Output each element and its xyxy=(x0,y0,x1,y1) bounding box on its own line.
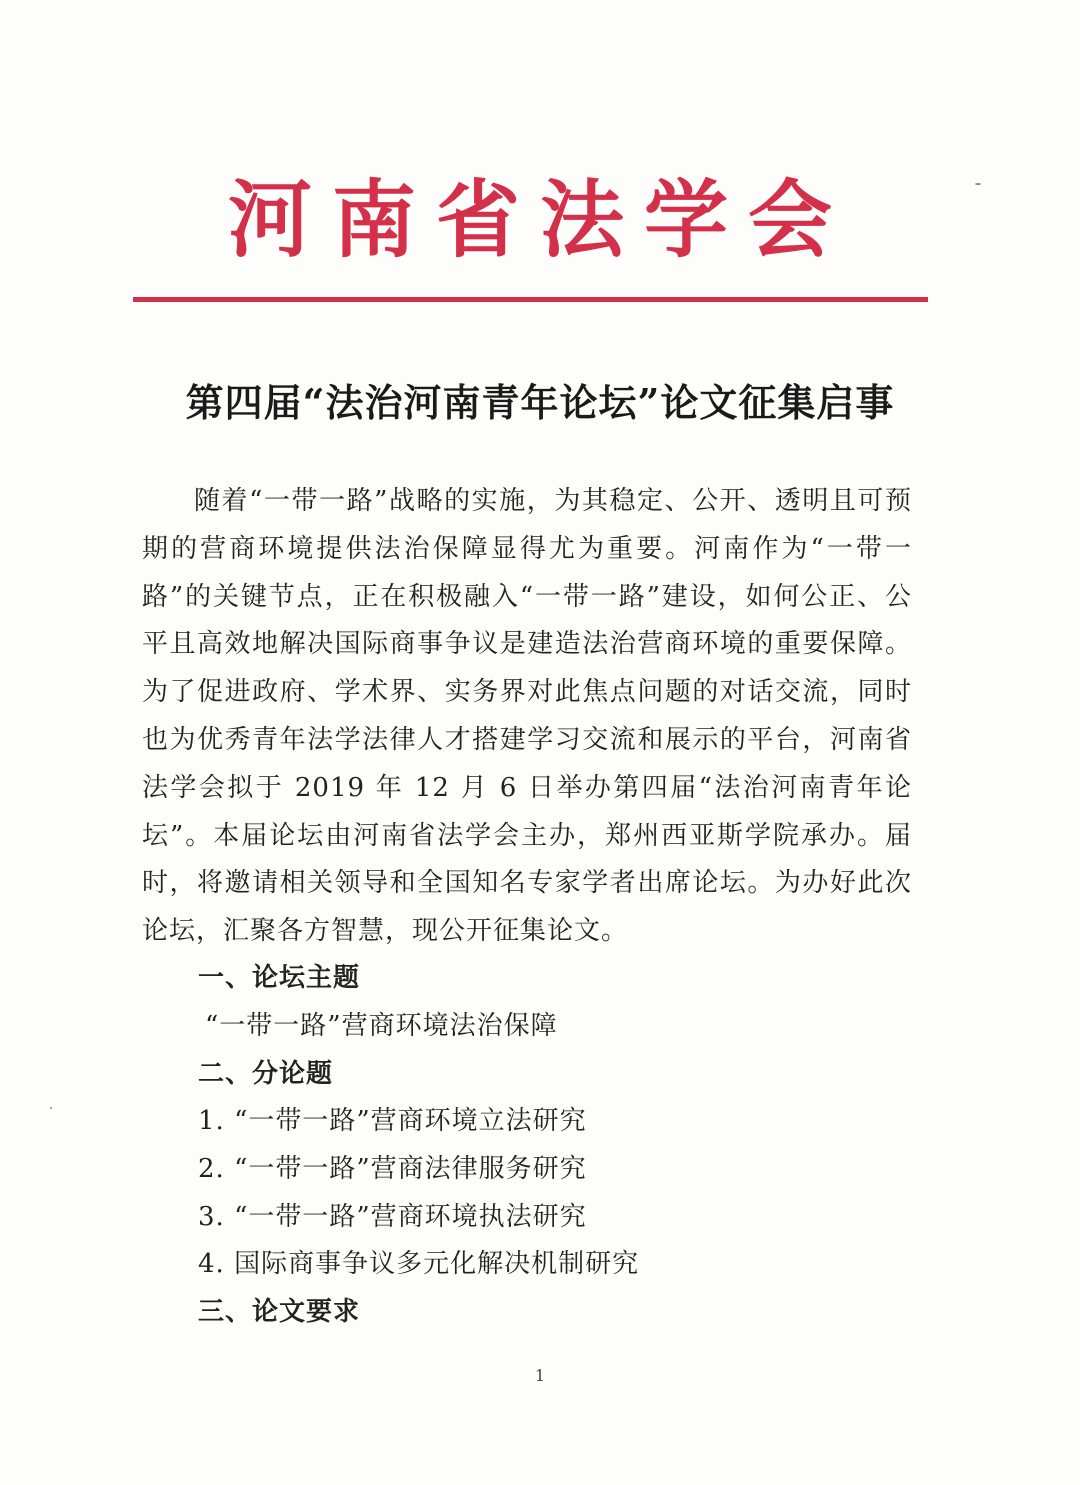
letterhead-org-name: 河南省法学会 xyxy=(227,170,852,269)
section-heading-theme: 一、论坛主题 xyxy=(198,963,361,993)
section-heading-requirements: 三、论文要求 xyxy=(198,1297,361,1327)
subtopic-item: 4. 国际商事争议多元化解决机制研究 xyxy=(198,1249,640,1279)
scan-speck xyxy=(975,183,981,185)
letterhead-red-rule xyxy=(133,297,928,302)
subtopic-item: 2. “一带一路”营商法律服务研究 xyxy=(198,1154,587,1184)
scan-speck xyxy=(50,1107,52,1109)
subtopic-item: 1. “一带一路”营商环境立法研究 xyxy=(198,1106,587,1136)
page-number: 1 xyxy=(534,1366,546,1385)
intro-paragraph: 随着“一带一路”战略的实施，为其稳定、公开、透明且可预期的营商环境提供法治保障显得尤为重要。河南作为“一带一路”的关键节点，正在积极融入“一带一路”建设，如何公正、公平且高效地解决国际商事争议是建造法治营商环境的重要保障。为了促进政府、学术界、实务界对此焦点问题的对话交流，同时也为优秀青年法学法律人才搭建学习交流和展示的平台，河南省法学会拟于 2019 年 12 月 6 日举办第四届“法治河南青年论坛”。本届论坛由河南省法学会主办，郑州西亚斯学院承办。届时，将邀请相关领导和全国知名专家学者出席论坛。为办好此次论坛，汇聚各方智慧，现公开征集论文。 xyxy=(142,486,912,947)
document-title: 第四届“法治河南青年论坛”论文征集启事 xyxy=(185,380,895,425)
subtopic-item: 3. “一带一路”营商环境执法研究 xyxy=(198,1202,587,1232)
section-heading-subtopics: 二、分论题 xyxy=(198,1059,334,1089)
section-theme-content: “一带一路”营商环境法治保障 xyxy=(205,1011,558,1041)
